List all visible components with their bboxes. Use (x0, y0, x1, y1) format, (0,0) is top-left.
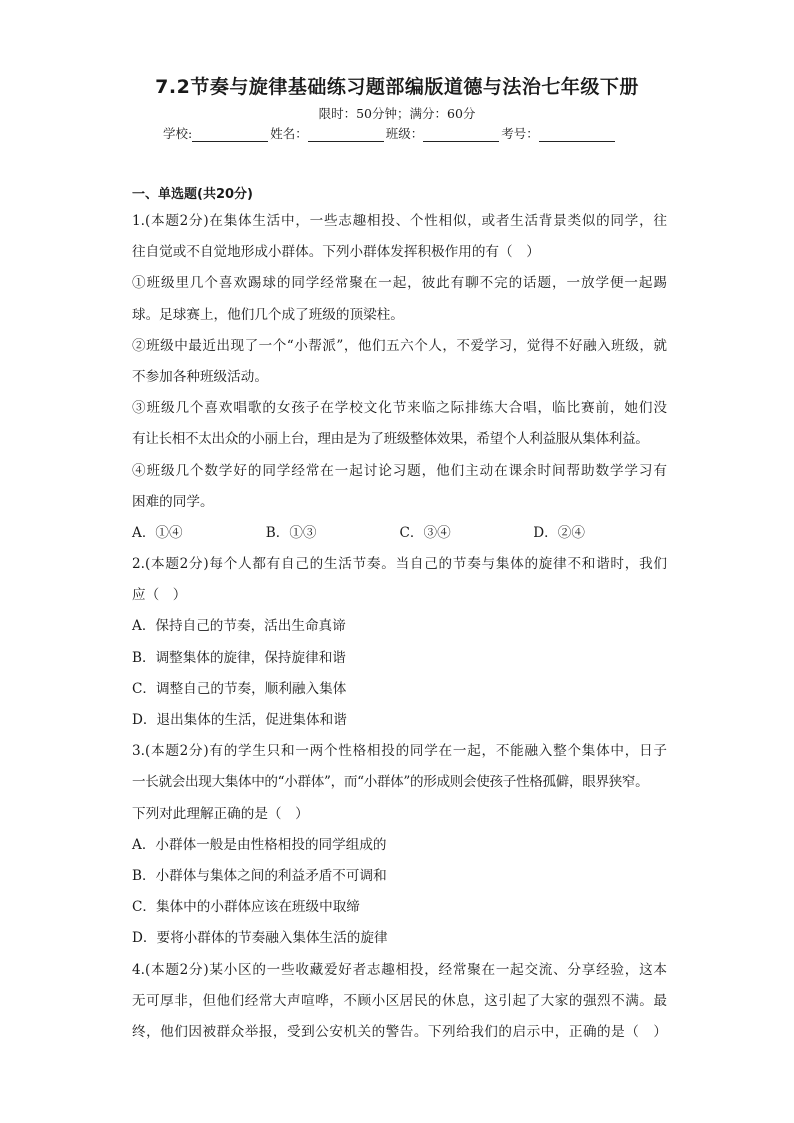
exam-number-label: 考号： (501, 126, 539, 141)
statement-line: ③班级几个喜欢唱歌的女孩子在学校文化节来临之际排练大合唱，临比赛前，她们没 (132, 400, 667, 417)
question-2 (132, 549, 667, 736)
question-stem-line: 2.(本题2分)每个人都有自己的生活节奏。当自己的节奏与集体的旋律不和谐时，我们 (132, 556, 667, 573)
question-stem-line: 应（ ） (132, 587, 187, 604)
exam-number-field[interactable] (539, 127, 615, 142)
time-score-info: 限时：50分钟；满分：60分 (318, 106, 476, 121)
statement-line: ②班级中最近出现了一个“小帮派”，他们五六个人，不爱学习，觉得不好融入班级，就 (132, 337, 667, 354)
page-title: 7.2节奏与旋律基础练习题部编版道德与法治七年级下册 (155, 76, 639, 98)
question-stem-line: 往自觉或不自觉地形成小群体。下列小群体发挥积极作用的有（ ） (132, 244, 540, 261)
question-stem-line: 3.(本题2分)有的学生只和一两个性格相投的同学在一起，不能融入整个集体中，日子 (132, 743, 667, 760)
option-d[interactable]: D．②④ (533, 524, 585, 541)
name-field[interactable] (308, 127, 384, 142)
class-field[interactable] (423, 127, 499, 142)
option-c[interactable]: C．调整自己的节奏，顺利融入集体 (132, 680, 347, 697)
question-stem-line: 终，他们因被群众举报，受到公安机关的警告。下列给我们的启示中，正确的是（ ） (132, 1023, 667, 1040)
statement-line: ④班级几个数学好的同学经常在一起讨论习题，他们主动在课余时间帮助数学学习有 (132, 462, 667, 479)
name-label: 姓名： (270, 126, 308, 141)
school-field[interactable] (192, 127, 268, 142)
question-3 (132, 736, 667, 954)
option-a[interactable]: A．小群体一般是由性格相投的同学组成的 (132, 836, 387, 853)
option-c[interactable]: C．③④ (399, 524, 451, 541)
option-b[interactable]: B．小群体与集体之间的利益矛盾不可调和 (132, 867, 387, 884)
statement-line: 困难的同学。 (132, 493, 214, 510)
question-stem-line: 4.(本题2分)某小区的一些收藏爱好者志趣相投，经常聚在一起交流、分享经验，这本 (132, 961, 667, 978)
option-a[interactable]: A．①④ (132, 524, 183, 541)
statement-line: 有让长相不太出众的小丽上台，理由是为了班级整体效果，希望个人利益服从集体利益。 (132, 431, 649, 448)
question-stem-line: 一长就会出现大集体中的“小群体”，而“小群体”的形成则会使孩子性格孤僻，眼界狭窄。 (132, 774, 649, 791)
school-label: 学校: (163, 126, 193, 141)
answer-options (132, 518, 667, 549)
option-d[interactable]: D．要将小群体的节奏融入集体生活的旋律 (132, 930, 388, 947)
class-label: 班级： (385, 126, 424, 141)
statement-line: 不参加各种班级活动。 (132, 368, 268, 385)
question-1 (132, 206, 667, 549)
question-stem-line: 1.(本题2分)在集体生活中，一些志趣相投、个性相似，或者生活背景类似的同学，往 (132, 213, 667, 229)
question-4 (132, 955, 667, 1049)
statement-line: ①班级里几个喜欢踢球的同学经常聚在一起，彼此有聊不完的话题，一放学便一起踢 (132, 275, 667, 292)
section-heading: 一、单选题(共20分) (132, 187, 253, 202)
option-d[interactable]: D．退出集体的生活，促进集体和谐 (132, 712, 347, 728)
statement-line: 球。足球赛上，他们几个成了班级的顶梁柱。 (132, 306, 404, 323)
question-content (132, 184, 667, 1048)
option-b[interactable]: B．①③ (265, 524, 317, 541)
student-info-line (163, 124, 663, 142)
question-stem-line: 下列对此理解正确的是（ ） (132, 805, 309, 822)
option-a[interactable]: A．保持自己的节奏，活出生命真谛 (132, 618, 346, 635)
question-stem-line: 无可厚非，但他们经常大声喧哗，不顾小区居民的休息，这引起了大家的强烈不满。最 (132, 992, 667, 1009)
option-b[interactable]: B．调整集体的旋律，保持旋律和谐 (132, 649, 346, 666)
option-c[interactable]: C．集体中的小群体应该在班级中取缔 (132, 899, 360, 916)
